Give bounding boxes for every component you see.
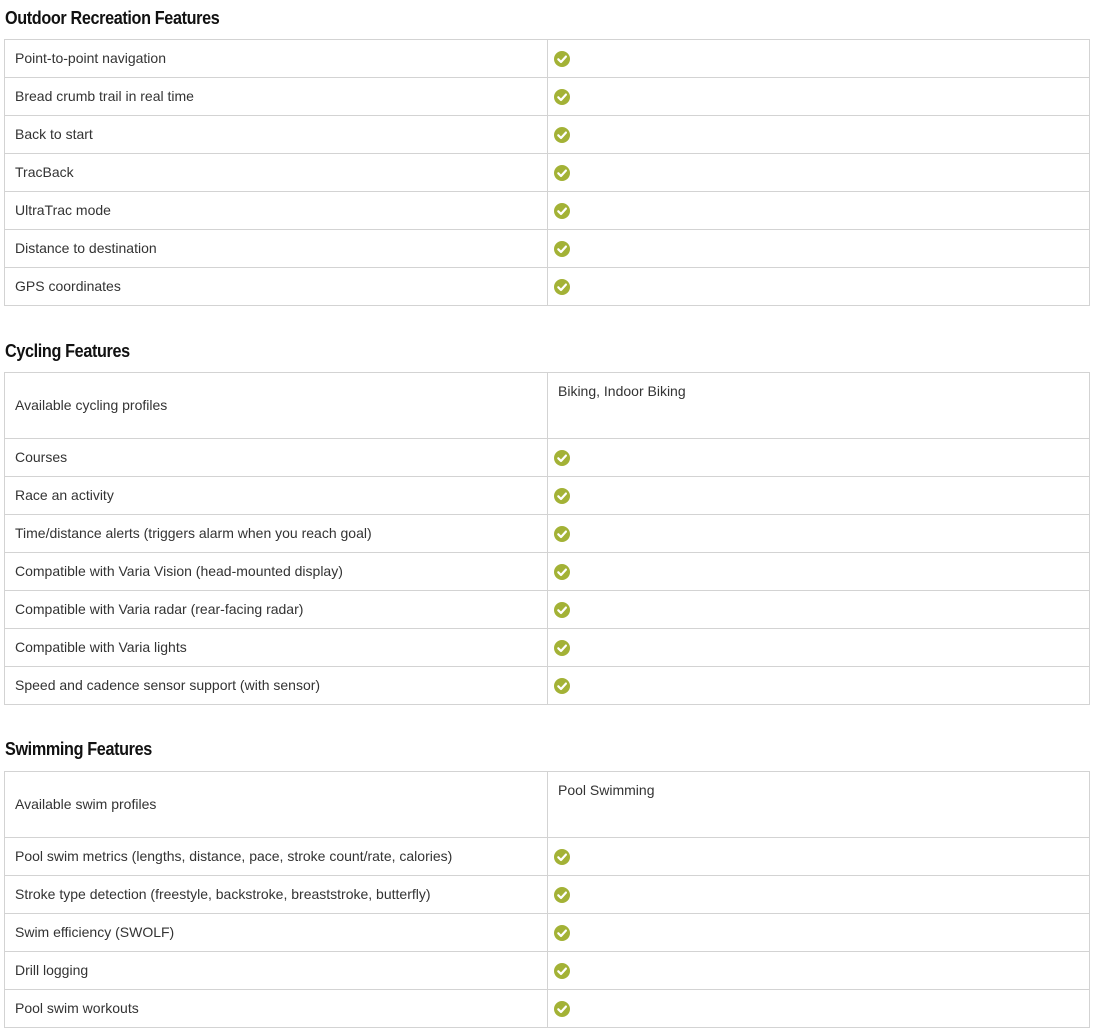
check-circle-icon bbox=[554, 678, 570, 694]
feature-label: Point-to-point navigation bbox=[5, 40, 548, 78]
feature-label: Compatible with Varia lights bbox=[5, 629, 548, 667]
check-circle-icon bbox=[554, 526, 570, 542]
feature-label: GPS coordinates bbox=[5, 268, 548, 306]
table-row bbox=[5, 990, 1090, 1028]
table-row bbox=[5, 772, 1090, 838]
table-row bbox=[5, 40, 1090, 78]
feature-value bbox=[548, 230, 1090, 268]
table-row bbox=[5, 838, 1090, 876]
feature-value bbox=[548, 876, 1090, 914]
feature-label: Pool swim metrics (lengths, distance, pace, stroke count/rate, calories) bbox=[5, 838, 548, 876]
table-row bbox=[5, 952, 1090, 990]
table-row bbox=[5, 629, 1090, 667]
feature-label: Bread crumb trail in real time bbox=[5, 78, 548, 116]
feature-label: Drill logging bbox=[5, 952, 548, 990]
table-row bbox=[5, 439, 1090, 477]
check-circle-icon bbox=[554, 564, 570, 580]
feature-value: Pool Swimming bbox=[548, 772, 1090, 838]
table-row bbox=[5, 192, 1090, 230]
feature-value bbox=[548, 629, 1090, 667]
check-circle-icon bbox=[554, 887, 570, 903]
feature-value bbox=[548, 116, 1090, 154]
feature-value bbox=[548, 192, 1090, 230]
table-row bbox=[5, 154, 1090, 192]
table-row bbox=[5, 373, 1090, 439]
section-title-swimming: Swimming Features bbox=[5, 739, 152, 759]
check-circle-icon bbox=[554, 127, 570, 143]
feature-label: Courses bbox=[5, 439, 548, 477]
table-row bbox=[5, 268, 1090, 306]
check-circle-icon bbox=[554, 602, 570, 618]
feature-label: Available swim profiles bbox=[5, 772, 548, 838]
feature-label: Compatible with Varia Vision (head-mounted display) bbox=[5, 553, 548, 591]
feature-value bbox=[548, 78, 1090, 116]
check-circle-icon bbox=[554, 203, 570, 219]
table-row bbox=[5, 876, 1090, 914]
check-circle-icon bbox=[554, 640, 570, 656]
feature-label: Time/distance alerts (triggers alarm when you reach goal) bbox=[5, 515, 548, 553]
check-circle-icon bbox=[554, 279, 570, 295]
feature-value bbox=[548, 439, 1090, 477]
feature-value bbox=[548, 515, 1090, 553]
check-circle-icon bbox=[554, 488, 570, 504]
feature-label: Pool swim workouts bbox=[5, 990, 548, 1028]
feature-value bbox=[548, 154, 1090, 192]
table-row bbox=[5, 116, 1090, 154]
feature-value bbox=[548, 268, 1090, 306]
check-circle-icon bbox=[554, 89, 570, 105]
feature-value bbox=[548, 553, 1090, 591]
check-circle-icon bbox=[554, 165, 570, 181]
check-circle-icon bbox=[554, 963, 570, 979]
check-circle-icon bbox=[554, 51, 570, 67]
feature-label: UltraTrac mode bbox=[5, 192, 548, 230]
table-row bbox=[5, 667, 1090, 705]
check-circle-icon bbox=[554, 241, 570, 257]
feature-label: Back to start bbox=[5, 116, 548, 154]
check-circle-icon bbox=[554, 925, 570, 941]
table-row bbox=[5, 553, 1090, 591]
feature-value bbox=[548, 591, 1090, 629]
check-circle-icon bbox=[554, 1001, 570, 1017]
feature-value bbox=[548, 952, 1090, 990]
feature-value bbox=[548, 40, 1090, 78]
section-title-cycling: Cycling Features bbox=[5, 341, 130, 361]
feature-value bbox=[548, 838, 1090, 876]
section-title-outdoor: Outdoor Recreation Features bbox=[5, 8, 220, 28]
feature-value bbox=[548, 990, 1090, 1028]
table-row bbox=[5, 914, 1090, 952]
feature-value: Biking, Indoor Biking bbox=[548, 373, 1090, 439]
check-circle-icon bbox=[554, 450, 570, 466]
feature-label: Swim efficiency (SWOLF) bbox=[5, 914, 548, 952]
cycling-features-table bbox=[4, 372, 1090, 705]
table-row bbox=[5, 477, 1090, 515]
table-row bbox=[5, 515, 1090, 553]
table-row bbox=[5, 78, 1090, 116]
swimming-features-table bbox=[4, 771, 1090, 1028]
outdoor-features-table bbox=[4, 39, 1090, 306]
feature-label: Distance to destination bbox=[5, 230, 548, 268]
feature-value bbox=[548, 477, 1090, 515]
check-circle-icon bbox=[554, 849, 570, 865]
table-row bbox=[5, 230, 1090, 268]
feature-label: Compatible with Varia radar (rear-facing radar) bbox=[5, 591, 548, 629]
feature-label: TracBack bbox=[5, 154, 548, 192]
feature-label: Stroke type detection (freestyle, backstroke, breaststroke, butterfly) bbox=[5, 876, 548, 914]
feature-value bbox=[548, 667, 1090, 705]
feature-label: Available cycling profiles bbox=[5, 373, 548, 439]
feature-label: Race an activity bbox=[5, 477, 548, 515]
table-row bbox=[5, 591, 1090, 629]
feature-value bbox=[548, 914, 1090, 952]
feature-label: Speed and cadence sensor support (with sensor) bbox=[5, 667, 548, 705]
